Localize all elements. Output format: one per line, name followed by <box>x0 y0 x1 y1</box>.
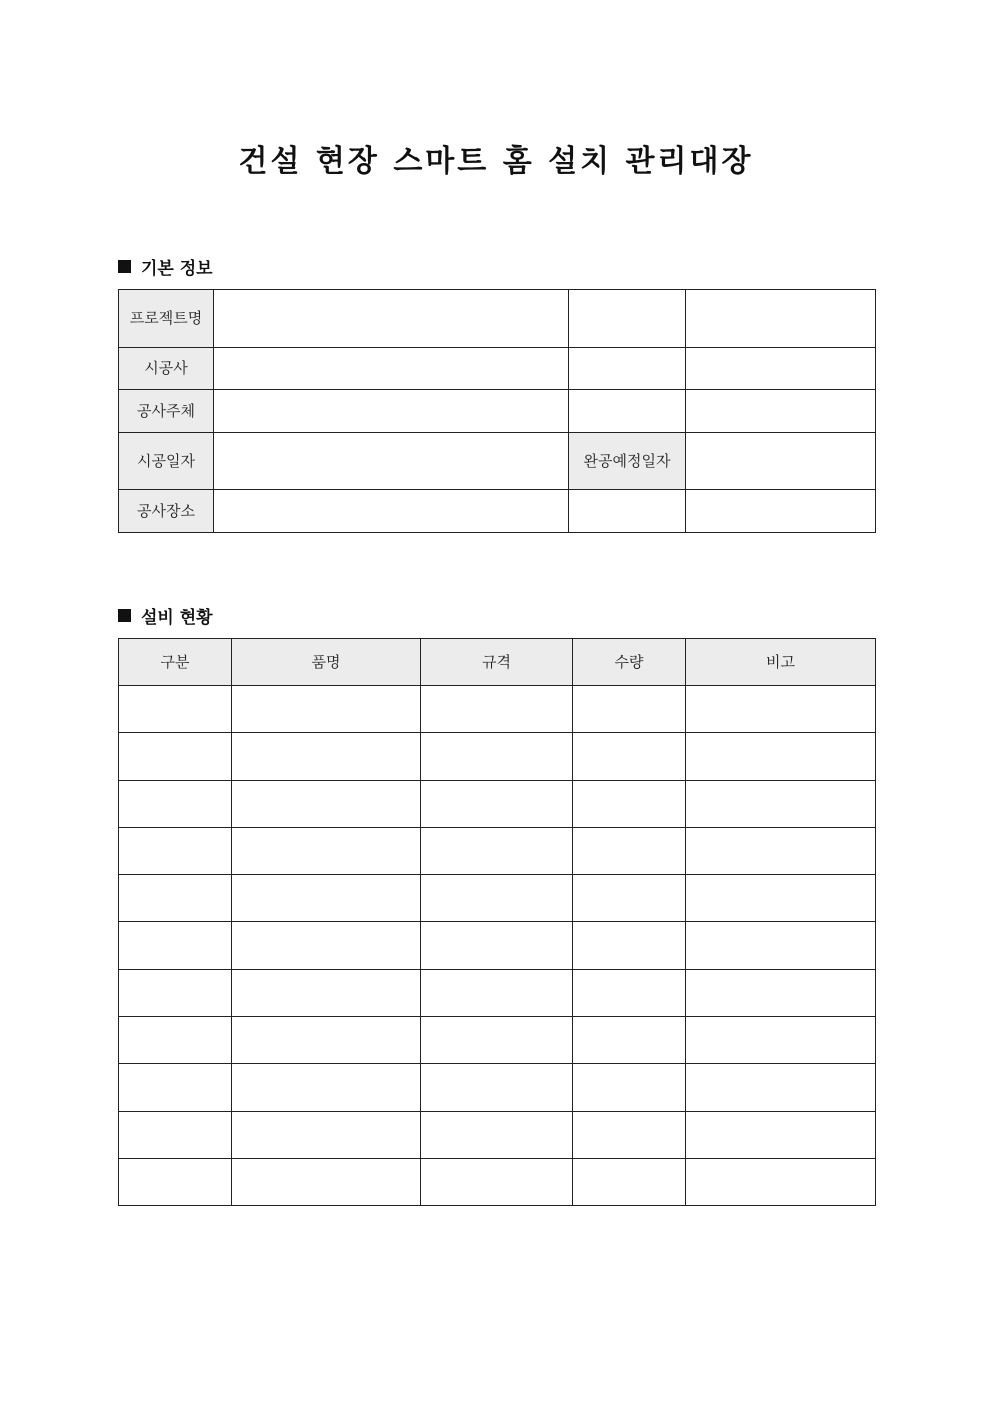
table-cell[interactable] <box>119 1158 232 1205</box>
project-name-extra-field[interactable] <box>686 290 876 348</box>
table-cell[interactable] <box>686 827 876 874</box>
table-cell[interactable] <box>686 922 876 969</box>
table-cell[interactable] <box>232 1064 421 1111</box>
table-cell[interactable] <box>232 875 421 922</box>
column-header-remarks: 비고 <box>686 639 876 686</box>
contractor-extra-field[interactable] <box>686 348 876 390</box>
table-cell[interactable] <box>573 733 686 780</box>
basic-info-heading <box>118 254 213 279</box>
table-cell[interactable] <box>421 686 573 733</box>
info-row-contractor <box>119 348 876 390</box>
completion-date-field[interactable] <box>686 433 876 490</box>
completion-date-label: 완공예정일자 <box>569 433 686 490</box>
client-label: 공사주체 <box>119 390 214 433</box>
square-bullet-icon <box>118 260 131 273</box>
table-cell[interactable] <box>421 922 573 969</box>
table-cell[interactable] <box>421 1158 573 1205</box>
table-cell[interactable] <box>119 875 232 922</box>
column-header-item-name: 품명 <box>232 639 421 686</box>
table-cell[interactable] <box>119 733 232 780</box>
table-row <box>119 922 876 969</box>
table-cell[interactable] <box>573 1158 686 1205</box>
table-cell[interactable] <box>686 875 876 922</box>
contractor-label: 시공사 <box>119 348 214 390</box>
table-cell[interactable] <box>119 1064 232 1111</box>
table-row <box>119 969 876 1016</box>
location-extra-label <box>569 490 686 533</box>
equipment-heading-text: 설비 현황 <box>141 608 213 628</box>
contractor-field[interactable] <box>214 348 569 390</box>
table-cell[interactable] <box>686 686 876 733</box>
table-cell[interactable] <box>421 1017 573 1064</box>
table-cell[interactable] <box>686 1017 876 1064</box>
table-cell[interactable] <box>686 969 876 1016</box>
table-cell[interactable] <box>421 875 573 922</box>
table-cell[interactable] <box>232 780 421 827</box>
table-cell[interactable] <box>232 969 421 1016</box>
table-cell[interactable] <box>573 827 686 874</box>
equipment-heading <box>118 603 213 628</box>
table-cell[interactable] <box>686 1064 876 1111</box>
location-label: 공사장소 <box>119 490 214 533</box>
column-header-quantity: 수량 <box>573 639 686 686</box>
table-cell[interactable] <box>573 686 686 733</box>
table-cell[interactable] <box>686 1158 876 1205</box>
info-row-location <box>119 490 876 533</box>
table-row <box>119 1064 876 1111</box>
client-extra-field[interactable] <box>686 390 876 433</box>
table-cell[interactable] <box>421 1064 573 1111</box>
table-cell[interactable] <box>119 1017 232 1064</box>
table-cell[interactable] <box>119 780 232 827</box>
table-cell[interactable] <box>421 1111 573 1158</box>
table-cell[interactable] <box>573 1017 686 1064</box>
column-header-spec: 규격 <box>421 639 573 686</box>
table-cell[interactable] <box>232 1017 421 1064</box>
table-row <box>119 780 876 827</box>
table-row <box>119 1017 876 1064</box>
table-cell[interactable] <box>119 922 232 969</box>
equipment-table-body <box>119 686 876 1206</box>
table-cell[interactable] <box>573 875 686 922</box>
table-cell[interactable] <box>232 733 421 780</box>
basic-info-heading-text: 기본 정보 <box>141 259 213 279</box>
table-cell[interactable] <box>573 1111 686 1158</box>
table-cell[interactable] <box>232 686 421 733</box>
start-date-field[interactable] <box>214 433 569 490</box>
table-cell[interactable] <box>119 827 232 874</box>
table-row <box>119 1158 876 1205</box>
column-header-category: 구분 <box>119 639 232 686</box>
table-cell[interactable] <box>573 1064 686 1111</box>
table-cell[interactable] <box>232 827 421 874</box>
client-extra-label <box>569 390 686 433</box>
project-name-field[interactable] <box>214 290 569 348</box>
start-date-label: 시공일자 <box>119 433 214 490</box>
table-row <box>119 686 876 733</box>
table-row <box>119 1111 876 1158</box>
table-cell[interactable] <box>421 827 573 874</box>
equipment-table <box>118 638 876 1206</box>
project-name-label: 프로젝트명 <box>119 290 214 348</box>
table-cell[interactable] <box>421 780 573 827</box>
table-cell[interactable] <box>232 1158 421 1205</box>
info-row-project-name <box>119 290 876 348</box>
table-cell[interactable] <box>119 1111 232 1158</box>
table-row <box>119 733 876 780</box>
table-cell[interactable] <box>686 1111 876 1158</box>
square-bullet-icon <box>118 609 131 622</box>
table-cell[interactable] <box>421 969 573 1016</box>
table-cell[interactable] <box>119 969 232 1016</box>
document-title: 건설 현장 스마트 홈 설치 관리대장 <box>238 144 754 179</box>
basic-info-table <box>118 289 876 533</box>
location-extra-field[interactable] <box>686 490 876 533</box>
table-cell[interactable] <box>232 1111 421 1158</box>
table-cell[interactable] <box>119 686 232 733</box>
table-cell[interactable] <box>573 922 686 969</box>
table-row <box>119 827 876 874</box>
table-cell[interactable] <box>573 969 686 1016</box>
table-cell[interactable] <box>573 780 686 827</box>
location-field[interactable] <box>214 490 569 533</box>
client-field[interactable] <box>214 390 569 433</box>
equipment-header-row <box>119 639 876 686</box>
table-cell[interactable] <box>686 733 876 780</box>
table-cell[interactable] <box>421 733 573 780</box>
table-row <box>119 875 876 922</box>
table-cell[interactable] <box>232 922 421 969</box>
info-row-dates <box>119 433 876 490</box>
project-name-extra-label <box>569 290 686 348</box>
contractor-extra-label <box>569 348 686 390</box>
info-row-client <box>119 390 876 433</box>
table-cell[interactable] <box>686 780 876 827</box>
